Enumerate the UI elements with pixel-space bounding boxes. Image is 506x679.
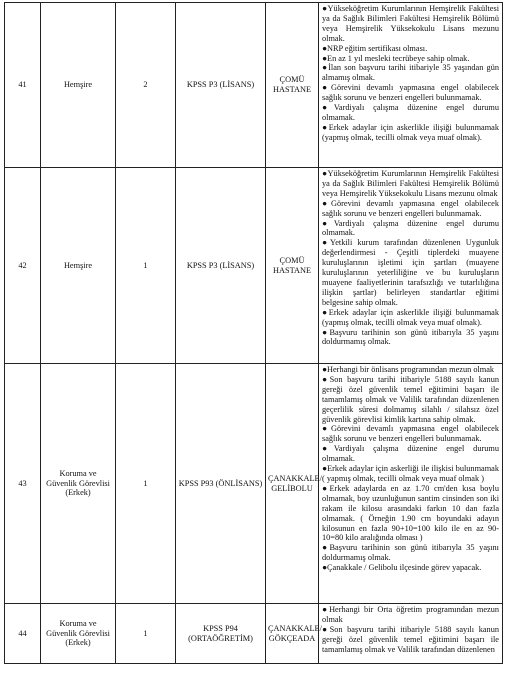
position-title: Koruma ve Güvenlik Görevlisi (Erkek) bbox=[41, 364, 116, 604]
requirement-item: ●İlan son başvuru tarihi itibariyle 35 yaşından gün almamış olmak. bbox=[322, 63, 499, 83]
kpss-type: KPSS P94 (ORTAÖĞRETİM) bbox=[176, 604, 266, 664]
requirement-item: ●En az 1 yıl mesleki tecrübeye sahip olmak. bbox=[322, 53, 470, 63]
work-location: ÇANAKKALE/ GÖKÇEADA bbox=[266, 604, 319, 664]
requirements-cell bbox=[319, 604, 503, 664]
requirement-item: ●Başvuru tarihinin son günü itibarıyla 35 yaşını doldurmamış olmak. bbox=[322, 543, 499, 563]
requirement-item: ●Son başvuru tarihi itibariyle 5188 sayılı kanun gereği özel güvenlik temel eğitimini başarı ile tamamlamış olmak ve Valilik tarafından düzenlenen geçerlilik süresi dolmamış silahlı / silahsız özel güvenlik görevlisi kimlik kartına sahip olmak. bbox=[322, 374, 499, 424]
requirements-cell bbox=[319, 3, 503, 168]
requirement-item: ●Çanakkale / Gelibolu ilçesinde görev yapacak. bbox=[322, 563, 482, 573]
requirement-item: ●Görevini devamlı yapmasına engel olabilecek sağlık sorunu ve benzeri engelleri bulunmamak. bbox=[322, 198, 499, 218]
position-title: Koruma ve Güvenlik Görevlisi (Erkek) bbox=[41, 604, 116, 664]
requirement-item: ●Yükseköğretim Kurumlarının Hemşirelik Fakültesi ya da Sağlık Bilimleri Fakültesi Hemşirelik Bölümü veya Hemşirelik Yüksekokulu Lisans mezunu olmak bbox=[322, 169, 499, 198]
work-location: ÇOMÜ HASTANE bbox=[266, 3, 319, 168]
table-row bbox=[5, 364, 503, 604]
kpss-type: KPSS P93 (ÖNLİSANS) bbox=[176, 364, 266, 604]
position-count: 1 bbox=[116, 604, 176, 664]
position-count: 1 bbox=[116, 168, 176, 364]
requirement-item: ●Vardiyalı çalışma düzenine engel durumu olmamak. bbox=[322, 444, 499, 464]
row-number: 41 bbox=[5, 3, 41, 168]
row-number: 42 bbox=[5, 168, 41, 364]
row-number: 43 bbox=[5, 364, 41, 604]
requirement-item: ●Vardiyalı çalışma düzenine engel durumu olmamak. bbox=[322, 103, 499, 122]
requirement-item: ●Son başvuru tarihi itibariyle 5188 sayılı kanun gereği özel güvenlik temel eğitimini başarı ile tamamlamış olmak ve Valilik tarafından düzenlenen bbox=[322, 624, 499, 654]
requirement-item: ●Herhangi bir Orta öğretim programından mezun olmak bbox=[322, 605, 499, 624]
requirements-cell bbox=[319, 168, 503, 364]
requirements-cell bbox=[319, 364, 503, 604]
position-title: Hemşire bbox=[41, 168, 116, 364]
requirement-item: ●Herhangi bir önlisans programından mezun olmak bbox=[322, 365, 495, 374]
requirement-item: ●Başvuru tarihinin son günü itibarıyla 35 yaşını doldurmamış olmak. bbox=[322, 327, 499, 347]
position-count: 2 bbox=[116, 3, 176, 168]
kpss-type: KPSS P3 (LİSANS) bbox=[176, 168, 266, 364]
requirement-item: ●Erkek adaylar için askerliği ile ilişkisi bulunmamak ( yapmış olmak, tecilli olmak veya muaf olmak ) bbox=[322, 464, 499, 483]
requirement-item: ●Erkek adaylar için askerlikle ilişiği bulunmamak (yapmış olmak, tecilli olmak veya muaf olmak). bbox=[322, 122, 499, 142]
job-listing-table bbox=[4, 2, 503, 664]
requirement-item: ●Görevini devamlı yapmasına engel olabilecek sağlık sorunu ve benzeri engelleri bulunmamak. bbox=[322, 83, 499, 103]
requirement-item: ●NRP eğitim sertifikası olması. bbox=[322, 43, 428, 53]
kpss-type: KPSS P3 (LİSANS) bbox=[176, 3, 266, 168]
table-row bbox=[5, 3, 503, 168]
requirement-item: ●Vardiyalı çalışma düzenine engel durumu olmamak. bbox=[322, 218, 499, 238]
requirement-item: ●Yetkili kurum tarafından düzenlenen Uygunluk değerlendirmesi - Çeşitli tiplerdeki muayene kuruluşlarının işletimi için şartları (muayene kuruluşlarının yeterliliğine ve bu kuruluşların muayene faaliyetlerinin tarafsızlığı ve tutarlılığına ilişkin şartlar) belirleyen standartlar eğitimi belgesine sahip olmak. bbox=[322, 238, 499, 307]
requirement-item: ●Görevini devamlı yapmasına engel olabilecek sağlık sorunu ve benzeri engelleri bulunmamak. bbox=[322, 424, 499, 444]
row-number: 44 bbox=[5, 604, 41, 664]
work-location: ÇANAKKALE/ GELİBOLU bbox=[266, 364, 319, 604]
requirement-item: ●Erkek adaylarda en az 1.70 cm'den kısa boylu olmamak, boy uzunluğunun santim cinsinden son iki rakam ile kilosu arasındaki farkın 10 dan fazla olmamak. ( Örneğin 1.90 cm boyundaki adayın kilosunun en fazla 90+10=100 kilo ile en az 90-10=80 kilo aralığında olması ) bbox=[322, 483, 499, 543]
position-title: Hemşire bbox=[41, 3, 116, 168]
position-count: 1 bbox=[116, 364, 176, 604]
table-row bbox=[5, 604, 503, 664]
requirement-item: ●Erkek adaylar için askerlikle ilişiği bulunmamak (yapmış olmak, tecilli olmak veya muaf olmak). bbox=[322, 307, 499, 327]
table-row bbox=[5, 168, 503, 364]
work-location: ÇOMÜ HASTANE bbox=[266, 168, 319, 364]
requirement-item: ●Yükseköğretim Kurumlarının Hemşirelik Fakültesi ya da Sağlık Bilimleri Fakültesi Hemşirelik Bölümü veya Hemşirelik Yüksekokulu Lisans mezunu olmak. bbox=[322, 4, 499, 43]
